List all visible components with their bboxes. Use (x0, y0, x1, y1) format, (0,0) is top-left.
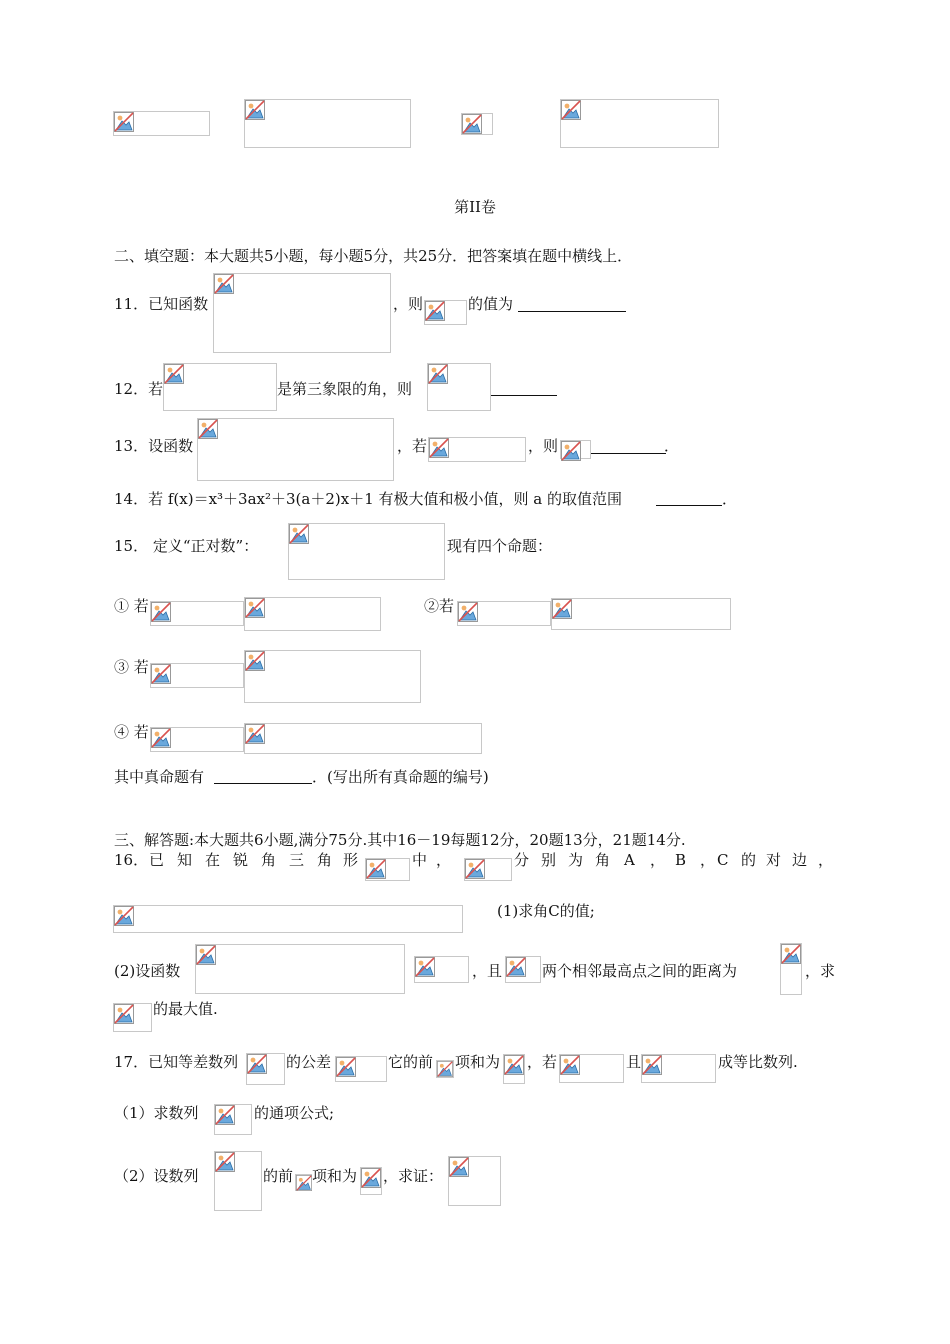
broken-image-icon (504, 1055, 524, 1075)
q17-text: 它的前 (388, 1053, 434, 1071)
q13-text: ． (664, 437, 680, 455)
formula-image (244, 99, 411, 148)
broken-image-icon (437, 1061, 453, 1077)
broken-image-icon (428, 364, 448, 384)
q16-text: 知 (177, 851, 193, 869)
formula-image (113, 905, 463, 933)
broken-image-icon (425, 301, 445, 321)
q15-proposition: ① 若 (114, 597, 149, 615)
q15-proposition: ③ 若 (114, 658, 149, 676)
q16-text: 别 (541, 851, 557, 869)
q13-text: ，则 (528, 437, 559, 455)
answer-blank (656, 505, 722, 506)
formula-image (448, 1156, 501, 1206)
broken-image-icon (245, 651, 265, 671)
broken-image-icon (196, 945, 216, 965)
broken-image-icon (429, 438, 449, 458)
broken-image-icon (366, 859, 386, 879)
q16-text: 中 (412, 851, 428, 869)
q16-text: 角 (595, 851, 611, 869)
q16-part2: 的最大值. (153, 1000, 218, 1018)
broken-image-icon (114, 906, 134, 926)
q14-text: 14．若 f(x)＝x³＋3ax²＋3(a＋2)x＋1 有极大值和极小值，则 a 的取值范围 (114, 490, 622, 508)
formula-image (244, 650, 421, 703)
formula-image (244, 723, 482, 754)
q17-part2: 项和为 (312, 1167, 358, 1185)
broken-image-icon (215, 1152, 235, 1172)
q11-text: 11．已知函数 (114, 295, 209, 313)
broken-image-icon (781, 944, 801, 964)
broken-image-icon (245, 724, 265, 744)
formula-image (461, 113, 493, 135)
q16-text: 角 (261, 851, 277, 869)
broken-image-icon (361, 1168, 381, 1188)
formula-image (150, 727, 244, 752)
q17-part2: （2）设数列 (114, 1167, 199, 1185)
answer-blank (518, 311, 626, 312)
formula-image (288, 523, 445, 580)
answer-blank (591, 453, 666, 454)
q15-proposition: ②若 (424, 597, 455, 615)
q17-part1: （1）求数列 (114, 1104, 199, 1122)
section-header: 三、解答题:本大题共6小题,满分75分.其中16－19每题12分，20题13分，21题14分. (114, 831, 686, 849)
formula-image (295, 1174, 312, 1191)
q17-part2: ，求证： (383, 1167, 444, 1185)
q16-text: ， (650, 851, 666, 869)
broken-image-icon (552, 599, 572, 619)
q16-text: 16． (114, 851, 149, 869)
q16-text: 的 (741, 851, 757, 869)
section-title: 第II卷 (454, 198, 496, 216)
formula-image (360, 1167, 382, 1195)
broken-image-icon (198, 419, 218, 439)
q12-text: 12．若 (114, 380, 164, 398)
formula-image (365, 858, 410, 881)
q11-text: 的值为 (468, 295, 514, 313)
broken-image-icon (289, 524, 309, 544)
formula-image (197, 418, 394, 481)
formula-image (560, 440, 591, 459)
formula-image (150, 601, 244, 626)
q16-text: 角 (317, 851, 333, 869)
q16-text: 在 (205, 851, 221, 869)
q17-text: 的公差 (286, 1053, 332, 1071)
broken-image-icon (506, 957, 526, 977)
q17-part2: 的前 (263, 1167, 294, 1185)
q15-text: 其中真命题有 (114, 768, 205, 786)
q16-part2: 两个相邻最高点之间的距离为 (542, 962, 738, 980)
q17-text: 且 (626, 1053, 642, 1071)
broken-image-icon (114, 1004, 134, 1024)
q15-proposition: ④ 若 (114, 723, 149, 741)
broken-image-icon (462, 114, 482, 134)
q16-text: 分 (514, 851, 530, 869)
q13-text: ，若 (397, 437, 428, 455)
q16-text: ， (700, 851, 716, 869)
q15-text: ．(写出所有真命题的编号) (312, 768, 489, 786)
formula-image (163, 363, 277, 411)
broken-image-icon (151, 664, 171, 684)
formula-image (113, 111, 210, 136)
broken-image-icon (114, 112, 134, 132)
broken-image-icon (560, 1055, 580, 1075)
formula-image (113, 1003, 152, 1032)
formula-image (551, 598, 731, 630)
formula-image (214, 1104, 252, 1135)
q16-text: B (675, 851, 687, 869)
q17-text: 17．已知等差数列 (114, 1053, 239, 1071)
q17-text: ，若 (527, 1053, 558, 1071)
q16-part2: ，且 (472, 962, 503, 980)
formula-image (505, 956, 541, 983)
broken-image-icon (247, 1054, 267, 1074)
formula-image (464, 858, 512, 881)
q16-text: 边 (792, 851, 808, 869)
formula-image (244, 597, 381, 631)
formula-image (150, 663, 244, 688)
broken-image-icon (561, 441, 581, 461)
q16-text: C (717, 851, 729, 869)
formula-image (436, 1060, 454, 1078)
broken-image-icon (642, 1055, 662, 1075)
q12-text: 是第三象限的角，则 (277, 380, 413, 398)
answer-blank (214, 783, 312, 784)
q16-text: 为 (568, 851, 584, 869)
q16-text: A (624, 851, 635, 869)
broken-image-icon (336, 1057, 356, 1077)
broken-image-icon (415, 957, 435, 977)
q15-text: 现有四个命题： (447, 537, 553, 555)
broken-image-icon (296, 1175, 312, 1191)
broken-image-icon (151, 602, 171, 622)
formula-image (503, 1054, 525, 1084)
q16-text: ， (436, 851, 452, 869)
formula-image (424, 300, 467, 325)
formula-image (213, 273, 391, 353)
q16-text: 三 (289, 851, 305, 869)
q16-text: ， (818, 851, 834, 869)
q11-text: ，则 (393, 295, 424, 313)
formula-image (780, 943, 802, 995)
broken-image-icon (245, 598, 265, 618)
formula-image (559, 1054, 624, 1083)
formula-image (641, 1054, 716, 1083)
q13-text: 13．设函数 (114, 437, 194, 455)
q16-part2: ，求 (805, 962, 836, 980)
q17-text: 成等比数列. (718, 1053, 798, 1071)
broken-image-icon (151, 728, 171, 748)
broken-image-icon (465, 859, 485, 879)
formula-image (214, 1151, 262, 1211)
formula-image (335, 1056, 387, 1082)
q17-text: 项和为 (455, 1053, 501, 1071)
q16-text: 形 (343, 851, 359, 869)
broken-image-icon (215, 1105, 235, 1125)
broken-image-icon (561, 100, 581, 120)
formula-image (560, 99, 719, 148)
q16-text: 对 (766, 851, 782, 869)
broken-image-icon (245, 100, 265, 120)
q16-text: 已 (149, 851, 165, 869)
broken-image-icon (164, 364, 184, 384)
q16-text: 锐 (233, 851, 249, 869)
formula-image (246, 1053, 285, 1085)
section-header: 二、填空题：本大题共5小题，每小题5分，共25分．把答案填在题中横线上． (114, 247, 633, 265)
q17-part1: 的通项公式; (254, 1104, 335, 1122)
broken-image-icon (214, 274, 234, 294)
formula-image (457, 601, 551, 626)
broken-image-icon (458, 602, 478, 622)
formula-image (427, 363, 491, 411)
q15-text: 15． 定义“正对数”： (114, 537, 259, 555)
q14-text: ． (722, 490, 738, 508)
q16-part2: (2)设函数 (114, 962, 181, 980)
q16-part1: (1)求角C的值; (497, 902, 595, 920)
formula-image (428, 437, 526, 462)
formula-image (195, 944, 405, 994)
answer-blank (491, 395, 557, 396)
broken-image-icon (449, 1157, 469, 1177)
formula-image (414, 956, 469, 983)
